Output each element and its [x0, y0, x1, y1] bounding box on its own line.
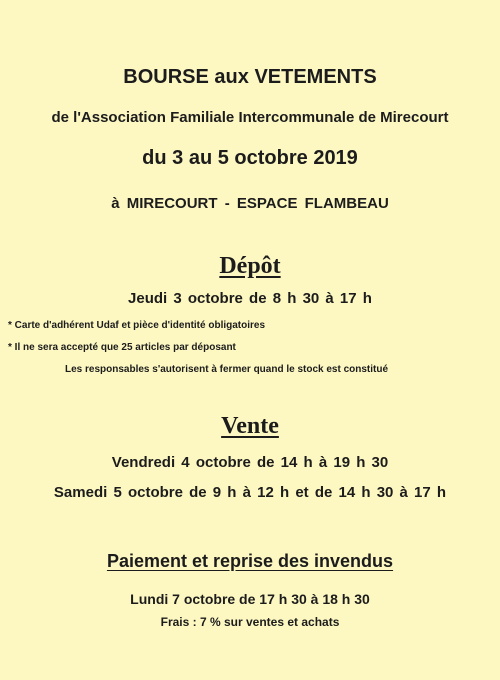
depot-note-closing: Les responsables s'autorisent à fermer quand le stock est constitué: [65, 364, 389, 375]
depot-schedule: Jeudi 3 octobre de 8 h 30 à 17 h: [128, 290, 372, 307]
vente-heading: Vente: [221, 413, 279, 439]
poster-title: BOURSE aux VETEMENTS: [123, 66, 377, 88]
paiement-heading: Paiement et reprise des invendus: [106, 551, 394, 571]
event-location: à MIRECOURT - ESPACE FLAMBEAU: [111, 195, 389, 212]
depot-heading: Dépôt: [219, 253, 281, 279]
vente-schedule-saturday: Samedi 5 octobre de 9 h à 12 h et de 14 h 30 à 17 h: [53, 484, 447, 501]
depot-note-limit: * Il ne sera accepté que 25 articles par déposant: [8, 342, 236, 353]
paiement-schedule: Lundi 7 octobre de 17 h 30 à 18 h 30: [130, 591, 370, 607]
organizer-line: de l'Association Familiale Intercommunale de Mirecourt: [51, 109, 449, 126]
fees-line: Frais : 7 % sur ventes et achats: [160, 615, 340, 629]
depot-note-card: * Carte d'adhérent Udaf et pièce d'identité obligatoires: [8, 320, 266, 331]
vente-schedule-friday: Vendredi 4 octobre de 14 h à 19 h 30: [111, 454, 389, 471]
event-dates: du 3 au 5 octobre 2019: [142, 147, 358, 169]
